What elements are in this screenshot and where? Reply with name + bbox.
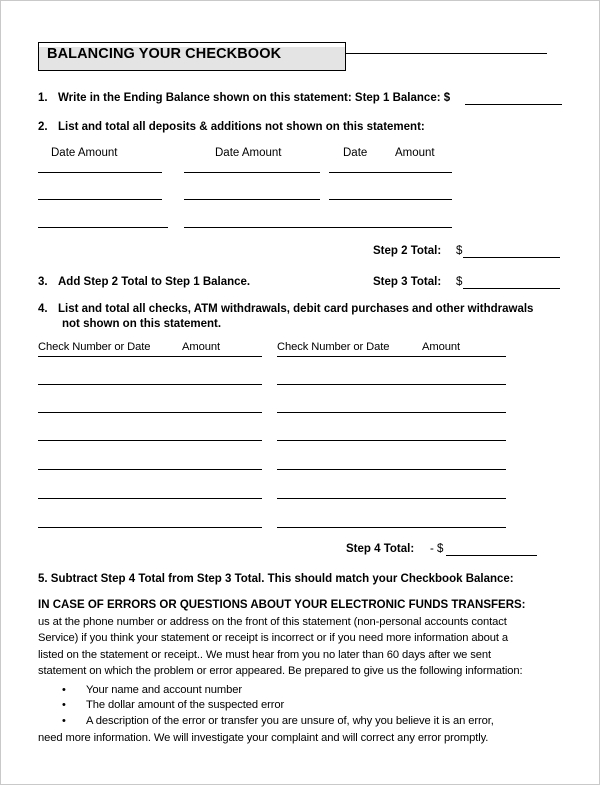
withdrawal-entry-line[interactable] [277, 527, 506, 528]
withdrawal-entry-line[interactable] [38, 384, 262, 385]
errors-closing-line: need more information. We will investigate your complaint and will correct any error promptly. [38, 732, 489, 744]
errors-paragraph-line: Service) if you think your statement or receipt is incorrect or if you need more information about a [38, 632, 509, 644]
errors-bullet-item: The dollar amount of the suspected error [86, 699, 285, 711]
step2-text: List and total all deposits & additions not shown on this statement: [58, 121, 425, 133]
step4-total-label: Step 4 Total: [346, 543, 415, 555]
deposits-col3-date-header: Date [343, 147, 368, 159]
step4-number: 4. [38, 303, 48, 315]
step3-number: 3. [38, 276, 48, 288]
errors-bullet-item: A description of the error or transfer you are unsure of, why you believe it is an error, [86, 715, 494, 727]
step4-text-line2: not shown on this statement. [62, 318, 222, 330]
step2-total-label: Step 2 Total: [373, 245, 442, 257]
page-title: BALANCING YOUR CHECKBOOK [47, 46, 282, 62]
deposit-entry-line[interactable] [184, 172, 320, 173]
bullet-icon: • [62, 684, 66, 696]
step4-dollar-sign: - $ [430, 543, 444, 555]
errors-paragraph-line: statement on which the problem or error appeared. Be prepared to give us the following information: [38, 665, 523, 677]
withdrawal-entry-line[interactable] [277, 498, 506, 499]
errors-bullet-item: Your name and account number [86, 684, 243, 696]
step3-total-label: Step 3 Total: [373, 276, 442, 288]
deposits-col2-header: Date Amount [215, 147, 282, 159]
deposits-col1-header: Date Amount [51, 147, 118, 159]
withdrawal-entry-line[interactable] [38, 498, 262, 499]
withdrawal-entry-line[interactable] [277, 384, 506, 385]
deposit-entry-line[interactable] [38, 227, 168, 228]
step3-total-field[interactable] [463, 288, 560, 289]
step1-number: 1. [38, 92, 48, 104]
step3-text: Add Step 2 Total to Step 1 Balance. [58, 276, 251, 288]
step2-number: 2. [38, 121, 48, 133]
step4-text-line1: List and total all checks, ATM withdrawals, debit card purchases and other withdrawals [58, 303, 534, 315]
withdrawal-header-line [277, 356, 506, 357]
title-underline[interactable] [346, 53, 547, 54]
withdrawals-right-amount-header: Amount [422, 341, 460, 353]
withdrawal-entry-line[interactable] [277, 440, 506, 441]
withdrawal-entry-line[interactable] [277, 412, 506, 413]
deposit-entry-line[interactable] [184, 227, 329, 228]
withdrawals-left-header: Check Number or Date [38, 341, 151, 353]
errors-paragraph-line: listed on the statement or receipt.. We must hear from you no later than 60 days after we sent [38, 649, 492, 661]
step5-text: 5. Subtract Step 4 Total from Step 3 Total. This should match your Checkbook Balance: [38, 573, 514, 585]
withdrawals-left-amount-header: Amount [182, 341, 220, 353]
step3-dollar-sign: $ [456, 276, 463, 288]
withdrawal-header-line [38, 356, 262, 357]
deposits-col3-amount-header: Amount [395, 147, 435, 159]
deposit-entry-line[interactable] [38, 172, 162, 173]
errors-paragraph-line: us at the phone number or address on the front of this statement (non-personal accounts contact [38, 616, 507, 628]
bullet-icon: • [62, 715, 66, 727]
withdrawal-entry-line[interactable] [38, 440, 262, 441]
withdrawal-entry-line[interactable] [277, 469, 506, 470]
deposit-entry-line[interactable] [329, 172, 452, 173]
step1-text: Write in the Ending Balance shown on this statement: Step 1 Balance: $ [58, 92, 451, 104]
withdrawal-entry-line[interactable] [38, 527, 262, 528]
withdrawal-entry-line[interactable] [38, 412, 262, 413]
deposit-entry-line[interactable] [329, 199, 452, 200]
step1-balance-field[interactable] [465, 104, 562, 105]
withdrawals-right-header: Check Number or Date [277, 341, 390, 353]
errors-heading: IN CASE OF ERRORS OR QUESTIONS ABOUT YOUR ELECTRONIC FUNDS TRANSFERS: [38, 599, 526, 611]
step2-total-field[interactable] [463, 257, 560, 258]
bullet-icon: • [62, 699, 66, 711]
deposit-entry-line[interactable] [184, 199, 320, 200]
deposit-entry-line[interactable] [329, 227, 452, 228]
step4-total-field[interactable] [446, 555, 537, 556]
withdrawal-entry-line[interactable] [38, 469, 262, 470]
deposit-entry-line[interactable] [38, 199, 162, 200]
step2-dollar-sign: $ [456, 245, 463, 257]
title-box [38, 42, 346, 71]
